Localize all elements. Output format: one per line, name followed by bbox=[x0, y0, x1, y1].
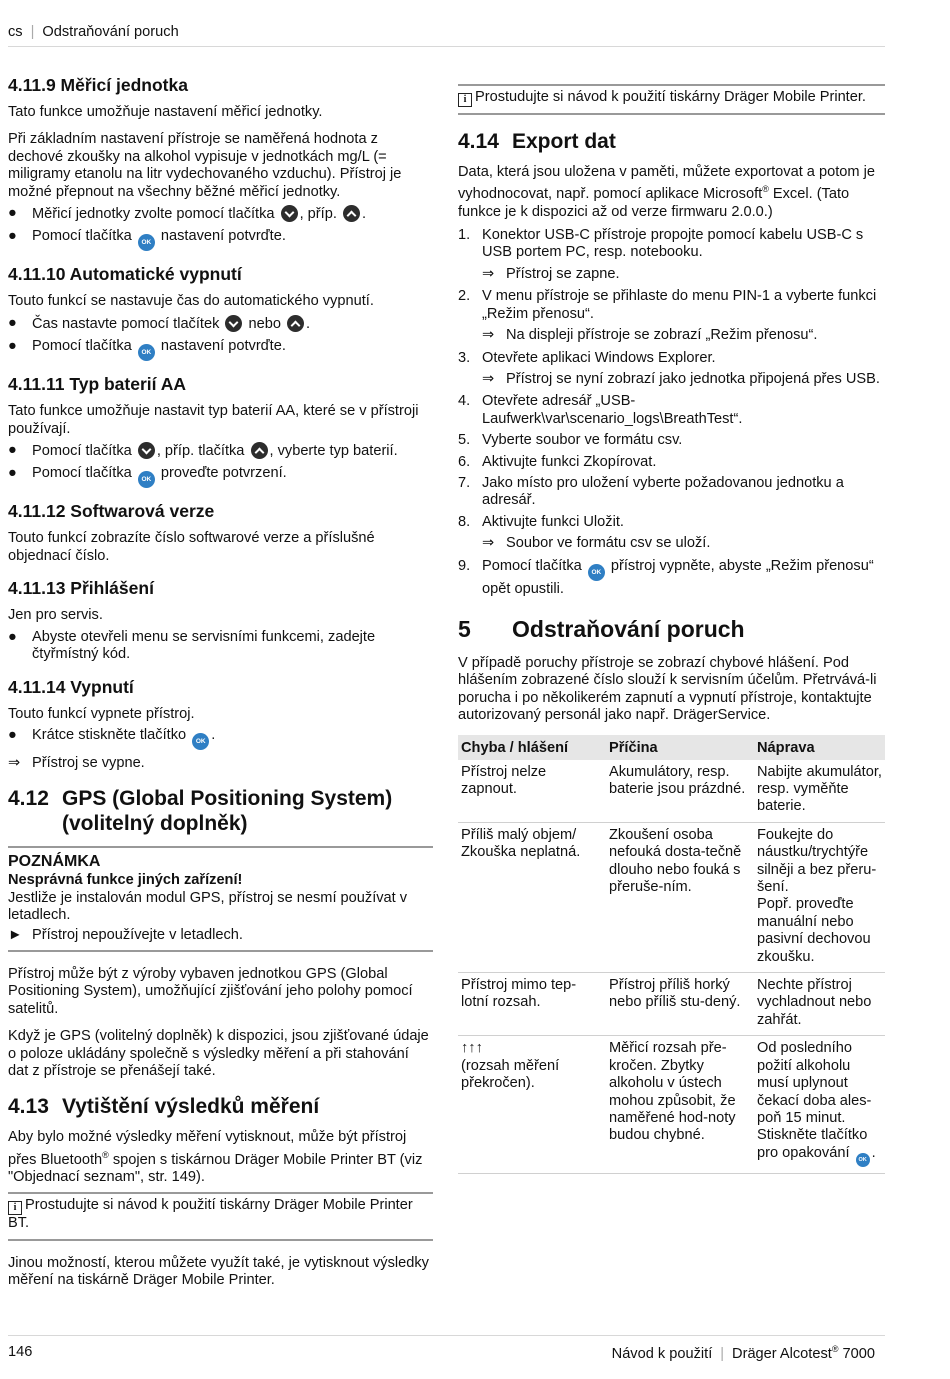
heading-4-13: 4.13 Vytištění výsledků měření bbox=[8, 1095, 320, 1119]
table-cell: Od posledního požití alkoholu musí uplynout čekací doba ales-poň 15 minut. Stiskněte tlačítko pro opakování OK . bbox=[754, 1036, 885, 1173]
list-item: ● Pomocí tlačítka , příp. tlačítka , vyberte typ baterií. bbox=[8, 442, 398, 460]
list-item: ● Pomocí tlačítka OK nastavení potvrďte. bbox=[8, 338, 433, 361]
heading-4-12: 4.12 GPS (Global Positioning System) (volitelný doplněk) bbox=[8, 787, 393, 836]
page-header bbox=[8, 24, 885, 47]
bullet-icon: ● bbox=[8, 338, 17, 355]
table-cell: Akumulátory, resp. baterie jsou prázdné. bbox=[606, 760, 754, 823]
heading-4-11-11: 4.11.11 Typ baterií AA bbox=[8, 374, 186, 395]
result-arrow-icon: ⇒ bbox=[8, 754, 21, 771]
ok-button-icon: OK bbox=[192, 733, 209, 750]
heading-4-11-10: 4.11.10 Automatické vypnutí bbox=[8, 264, 242, 285]
page-number: 146 bbox=[8, 1344, 33, 1360]
table-row bbox=[458, 1036, 885, 1173]
bullet-icon: ● bbox=[8, 465, 17, 482]
heading-4-11-9: 4.11.9 Měřicí jednotka bbox=[8, 75, 188, 95]
notice-title: POZNÁMKA bbox=[8, 853, 101, 871]
result-arrow-icon: ⇒ bbox=[482, 535, 495, 552]
result-arrow-icon: ⇒ bbox=[482, 370, 495, 387]
table-header-cell: Příčina bbox=[606, 735, 754, 760]
troubleshooting-table bbox=[458, 735, 885, 1174]
step-item: 4. Otevřete adresář „USB-Laufwerk\var\scenario_logs\BreathTest“. bbox=[458, 393, 743, 427]
ok-button-icon: OK bbox=[856, 1153, 870, 1167]
footer-doc: Návod k použití | Dräger Alcotest® 7000 bbox=[611, 1344, 875, 1362]
heading-5: 5 Odstraňování poruch bbox=[458, 615, 745, 642]
paragraph: V případě poruchy přístroje se zobrazí chybové hlášení. Pod hlášením zobrazené číslo slouží k servisním účelům. Přetrvává-li porucha i po několikerém zapnutí a vypnutí přístroje, kontaktujte autorizovaný personál jako např. DrägerService. bbox=[458, 654, 877, 724]
notice-text: Jestliže je instalován modul GPS, přístroj se nesmí používat v letadlech. bbox=[8, 889, 408, 924]
heading-4-14: 4.14 Export dat bbox=[458, 130, 616, 153]
bullet-icon: ● bbox=[8, 726, 17, 743]
ok-button-icon: OK bbox=[588, 564, 605, 581]
table-header-row bbox=[458, 735, 885, 760]
table-row bbox=[458, 822, 885, 972]
result-arrow-icon: ⇒ bbox=[482, 327, 495, 344]
step-item: 5. Vyberte soubor ve formátu csv. bbox=[458, 432, 683, 449]
left-column bbox=[8, 72, 433, 1300]
paragraph: Touto funkcí zobrazíte číslo softwarové verze a příslušné objednací číslo. bbox=[8, 530, 375, 564]
heading-4-11-12: 4.11.12 Softwarová verze bbox=[8, 501, 215, 522]
steps-list bbox=[458, 227, 885, 553]
bullet-icon: ● bbox=[8, 228, 17, 245]
table-cell: Příliš malý objem/ Zkouška neplatná. bbox=[458, 822, 606, 972]
bullet-icon: ● bbox=[8, 442, 17, 459]
table-header-cell: Chyba / hlášení bbox=[458, 735, 606, 760]
info-box: i Prostudujte si návod k použití tiskárny Dräger Mobile Printer. bbox=[458, 84, 885, 115]
table-header-cell: Náprava bbox=[754, 735, 885, 760]
result-item: ⇒ Soubor ve formátu csv se uloží. bbox=[482, 535, 711, 552]
info-icon: i bbox=[8, 1201, 22, 1215]
bullet-icon: ● bbox=[8, 314, 17, 331]
paragraph: Tato funkce umožňuje nastavit typ baterií AA, které se v přístroji používají. bbox=[8, 403, 419, 437]
list-item: ● Čas nastavte pomocí tlačítek nebo . bbox=[8, 314, 311, 332]
step-item: 9. Pomocí tlačítka OK přístroj vypněte, abyste „Režim přenosu“ opět opustili. bbox=[458, 557, 874, 597]
notice-subtitle: Nesprávná funkce jiných zařízení! bbox=[8, 872, 243, 889]
list-item: ● Abyste otevřeli menu se servisními funkcemi, zadejte čtyřmístný kód. bbox=[8, 628, 376, 663]
header-title: Odstraňování poruch bbox=[42, 24, 179, 40]
right-column bbox=[458, 84, 885, 1174]
table-cell: Měřicí rozsah pře-kročen. Zbytky alkoholu v ústech mohou způsobit, že naměřené hod-noty budou chybné. bbox=[606, 1036, 754, 1173]
info-icon: i bbox=[458, 93, 472, 107]
table-cell: Přístroj příliš horký nebo příliš stu-dený. bbox=[606, 973, 754, 1036]
step-item: 6. Aktivujte funkci Zkopírovat. bbox=[458, 453, 657, 470]
paragraph: Aby bylo možné výsledky měření vytisknout, může být přístroj přes Bluetooth® spojen s tiskárnou Dräger Mobile Printer BT (viz "Objednací seznam", str. 149). bbox=[8, 1129, 423, 1186]
list-item: ● Měřicí jednotky zvolte pomocí tlačítka , příp. . bbox=[8, 205, 367, 223]
paragraph: Data, která jsou uložena v paměti, můžete exportovat a potom je vyhodnocovat, např. pomocí aplikace Microsoft® Excel. (Tato funkce je k dispozici až od verze firmwaru 2.0.0.) bbox=[458, 164, 875, 220]
header-lang: cs bbox=[8, 24, 23, 40]
table-row bbox=[458, 760, 885, 823]
result-item: ⇒ Přístroj se zapne. bbox=[482, 265, 620, 282]
paragraph: Když je GPS (volitelný doplněk) k dispozici, jsou zjišťované údaje o poloze ukládány společně s výsledky měření a při stahování dat z přístroje se přenášejí také. bbox=[8, 1028, 429, 1079]
paragraph: Touto funkcí vypnete přístroj. bbox=[8, 705, 195, 722]
list-item: ● Krátce stiskněte tlačítko OK . bbox=[8, 727, 433, 750]
paragraph: Přístroj může být z výroby vybaven jednotkou GPS (Global Positioning System), umožňující zjišťování jeho polohy pomocí satelitů. bbox=[8, 965, 413, 1017]
table-cell: Zkoušení osoba nefouká dosta-tečně dlouho nebo fouká s přeruše-ním. bbox=[606, 822, 754, 972]
down-button-icon bbox=[225, 315, 242, 332]
down-button-icon bbox=[138, 442, 155, 459]
table-cell: Přístroj nelze zapnout. bbox=[458, 760, 606, 823]
step-item: 7. Jako místo pro uložení vyberte požadovanou jednotku a adresář. bbox=[458, 474, 844, 509]
step-item: 8. Aktivujte funkci Uložit. bbox=[458, 513, 624, 530]
up-button-icon bbox=[251, 442, 268, 459]
result-arrow-icon: ⇒ bbox=[482, 265, 495, 282]
paragraph: Při základním nastavení přístroje se naměřená hodnota z dechové zkoušky na alkohol vypisuje v jednotkách mg/L (= miligramy etanolu na litr vydechovaného vzduchu). Přístroj je možné přepnout na všechny běžné měřicí jednotky. bbox=[8, 131, 402, 200]
table-cell: Nabijte akumulátor, resp. vyměňte baterie. bbox=[754, 760, 885, 823]
ok-button-icon: OK bbox=[138, 234, 155, 251]
paragraph: Jinou možností, kterou můžete využít také, je vytisknout výsledky měření na tiskárně Dräger Mobile Printer. bbox=[8, 1254, 429, 1289]
notice-action: ► Přístroj nepoužívejte v letadlech. bbox=[8, 926, 243, 943]
table-body bbox=[458, 760, 885, 1174]
ok-button-icon: OK bbox=[138, 471, 155, 488]
paragraph: Tato funkce umožňuje nastavení měřicí jednotky. bbox=[8, 104, 323, 120]
table-row bbox=[458, 973, 885, 1036]
header-separator: | bbox=[30, 24, 35, 40]
table-cell: Foukejte do náustku/trychtýře silněji a bez přeru-šení. Popř. proveďte manuální nebo pasivní dechovou zkoušku. bbox=[754, 822, 885, 972]
step-item: 3. Otevřete aplikaci Windows Explorer. bbox=[458, 349, 716, 366]
heading-4-11-13: 4.11.13 Přihlášení bbox=[8, 578, 154, 599]
list-item: ● Pomocí tlačítka OK nastavení potvrďte. bbox=[8, 228, 433, 251]
table-cell: Nechte přístroj vychladnout nebo zahřát. bbox=[754, 973, 885, 1036]
bullet-icon: ● bbox=[8, 628, 17, 645]
triangle-icon: ► bbox=[8, 926, 23, 943]
result-item: ⇒ Na displeji přístroje se zobrazí „Režim přenosu“. bbox=[482, 327, 818, 344]
up-button-icon bbox=[287, 315, 304, 332]
paragraph: Jen pro servis. bbox=[8, 607, 103, 624]
heading-4-11-14: 4.11.14 Vypnutí bbox=[8, 676, 134, 697]
bullet-icon: ● bbox=[8, 205, 17, 222]
ok-button-icon: OK bbox=[138, 344, 155, 361]
paragraph: Touto funkcí se nastavuje čas do automatického vypnutí. bbox=[8, 293, 374, 310]
notice-box bbox=[8, 846, 433, 952]
result-item: ⇒ Přístroj se nyní zobrazí jako jednotka připojená přes USB. bbox=[482, 370, 880, 387]
page-footer bbox=[8, 1335, 885, 1360]
step-item: 2. V menu přístroje se přihlaste do menu PIN-1 a vyberte funkci „Režim přenosu“. bbox=[458, 288, 877, 322]
table-cell: ↑↑↑ (rozsah měření překročen). bbox=[458, 1036, 606, 1173]
result-item: ⇒ Přístroj se vypne. bbox=[8, 754, 145, 771]
table-cell: Přístroj mimo tep-lotní rozsah. bbox=[458, 973, 606, 1036]
step-item: 1. Konektor USB-C přístroje propojte pomocí kabelu USB-C s USB portem PC, resp. notebooku. bbox=[458, 227, 864, 261]
up-button-icon bbox=[343, 205, 360, 222]
list-item: ● Pomocí tlačítka OK proveďte potvrzení. bbox=[8, 465, 433, 488]
down-button-icon bbox=[281, 205, 298, 222]
info-box: i Prostudujte si návod k použití tiskárny Dräger Mobile Printer BT. bbox=[8, 1192, 433, 1240]
